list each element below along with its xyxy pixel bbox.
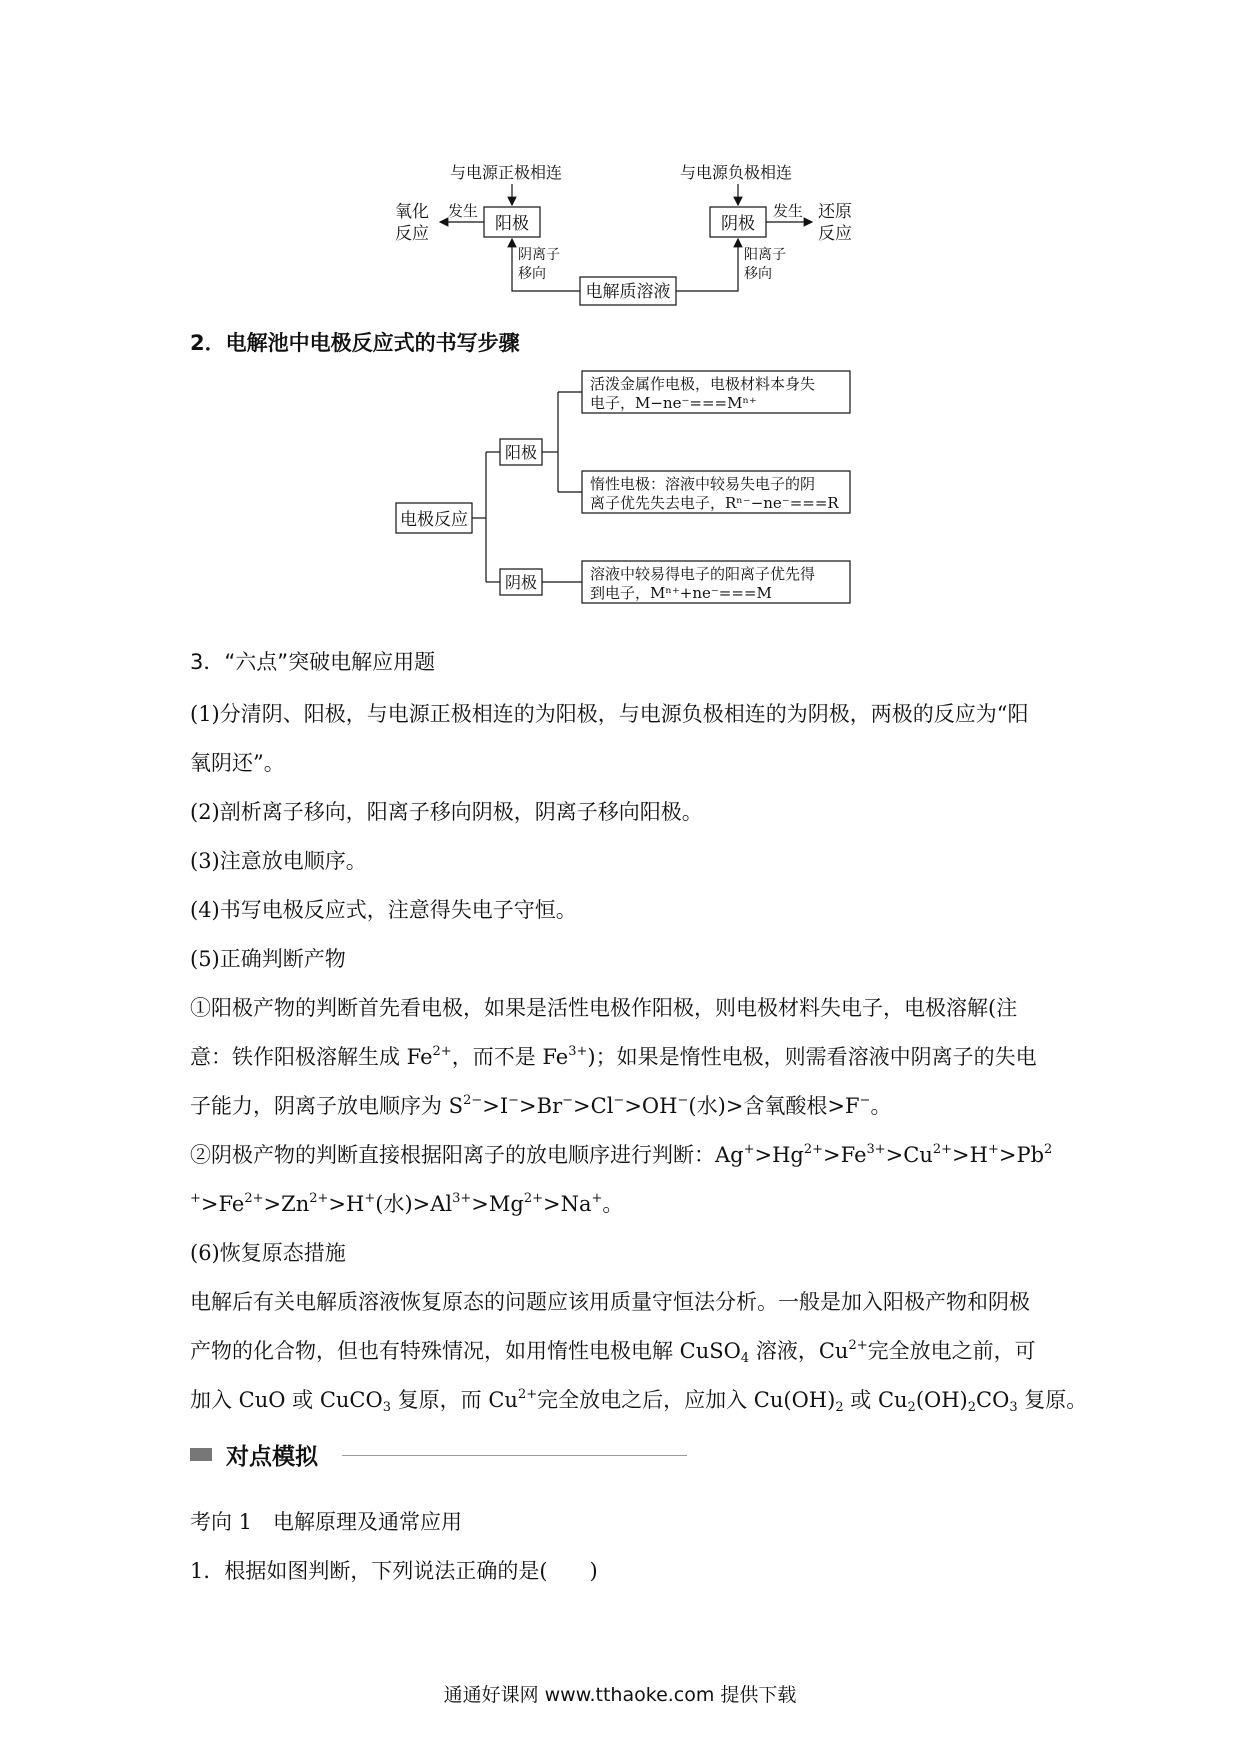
p6-line1: 电解后有关电解质溶液恢复原态的问题应该用质量守恒法分析。一般是加入阳极产物和阴极 — [190, 1290, 1030, 1314]
p6-line2: 产物的化合物，但也有特殊情况，如用惰性电极电解 CuSO$_4$ 溶液，$Cu^{2+}$完全放电之前，可 — [190, 1338, 1036, 1366]
p1-line2: 氧阴还”。 — [190, 751, 285, 775]
footer-text: 通通好课网 www.tthaoke.com 提供下载 — [443, 1684, 797, 1706]
paragraph-5a — [190, 984, 1070, 1131]
p5a-line2: 意：铁作阳极溶解生成 $Fe^{2+}$，而不是 $Fe^{3+}$)；如果是惰性电极，则需看溶液中阴离子的失电 — [190, 1044, 1037, 1069]
p5a-line3: 子能力，阴离子放电顺序为 $S^{2-}>I^->Br^->Cl^->OH^-$(水)>含氧酸根>F−。 — [190, 1093, 892, 1118]
anion-line2: 移向 — [518, 266, 546, 282]
reduction-line2: 反应 — [818, 224, 852, 244]
cation-line2: 移向 — [744, 266, 772, 282]
anode-label: 阳极 — [495, 214, 529, 234]
electrolysis-diagram — [0, 0, 1240, 320]
p6-line: (6)恢复原态措施 — [190, 1241, 346, 1265]
box2-line2: 离子优先失去电子，Rⁿ⁻−ne⁻===R — [590, 494, 839, 512]
anode-node-label: 阳极 — [504, 443, 538, 462]
p1-line1: (1)分清阴、阳极，与电源正极相连的为阳极，与电源负极相连的为阴极，两极的反应为“阳 — [190, 702, 1029, 726]
reduction-line1: 还原 — [818, 202, 852, 222]
heading-2: 2．电解池中电极反应式的书写步骤 — [190, 331, 520, 355]
root-label: 电极反应 — [400, 510, 468, 530]
heading-3: 3．“六点”突破电解应用题 — [190, 650, 436, 674]
oxidation-line2: 反应 — [395, 224, 429, 244]
p2-line: (2)剖析离子移向，阳离子移向阴极，阴离子移向阳极。 — [190, 800, 703, 824]
oxidation-line1: 氧化 — [395, 202, 429, 222]
electrolyte-label: 电解质溶液 — [585, 282, 671, 302]
p4-line: (4)书写电极反应式，注意得失电子守恒。 — [190, 898, 577, 922]
paragraph-5b — [190, 1131, 1070, 1278]
cathode-node-label: 阴极 — [504, 573, 538, 592]
box2-line1: 惰性电极：溶液中较易失电子的阴 — [590, 475, 816, 493]
kaoxiang-heading: 考向 1 电解原理及通常应用 — [190, 1510, 463, 1534]
anion-line1: 阴离子 — [518, 247, 560, 263]
occur-right-label: 发生 — [773, 202, 804, 220]
anode-source-label: 与电源正极相连 — [450, 163, 563, 182]
p5b-line2: $^+>Fe^{2+}>Zn^{2+}>H^+$(水)$>Al^{3+}>Mg^{2+}>Na^+$。 — [190, 1191, 624, 1216]
cathode-label: 阴极 — [721, 214, 755, 234]
box1-line2: 电子，M−ne⁻===Mⁿ⁺ — [590, 394, 757, 412]
cation-path — [676, 239, 738, 291]
box3-line1: 溶液中较易得电子的阳离子优先得 — [590, 565, 816, 583]
paragraph-2 — [190, 788, 1070, 984]
p5a-line1: ①阳极产物的判断首先看电极，如果是活性电极作阳极，则电极材料失电子，电极溶解(注 — [190, 996, 1018, 1020]
cathode-source-label: 与电源负极相连 — [680, 163, 793, 182]
section-divider — [342, 1455, 687, 1456]
section-marker — [190, 1448, 212, 1461]
occur-left-label: 发生 — [448, 202, 479, 220]
box1-line1: 活泼金属作电极，电极材料本身失 — [590, 375, 816, 393]
box3-line2: 到电子，Mⁿ⁺+ne⁻===M — [590, 584, 772, 602]
p6-line3: 加入 CuO 或 CuCO$_3$ 复原，而 $Cu^{2+}$完全放电之后，应加入 $Cu(OH)_2$ 或 $Cu_2(OH)_2CO_3$ 复原。 — [190, 1387, 1088, 1415]
question-1: 1．根据如图判断，下列说法正确的是( ) — [190, 1559, 598, 1583]
section-title: 对点模拟 — [226, 1444, 318, 1470]
paragraph-6 — [190, 1278, 1088, 1425]
p5-line: (5)正确判断产物 — [190, 947, 346, 971]
cation-line1: 阳离子 — [744, 247, 786, 263]
p3-line: (3)注意放电顺序。 — [190, 849, 367, 873]
electrode-reaction-diagram — [0, 370, 1240, 620]
p5b-line1: ②阴极产物的判断直接根据阳离子的放电顺序进行判断：$Ag^+>Hg^{2+}>Fe^{3+}>Cu^{2+}>H^+>Pb^2$ — [190, 1142, 1053, 1167]
paragraph-1 — [190, 690, 1070, 788]
